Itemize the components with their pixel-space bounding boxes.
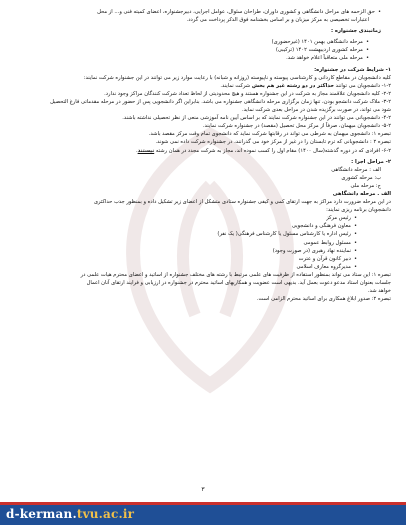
committee-note: جلسات بعنوان استاد مدعو دعوت بعمل آید. بدیهی است عضویت و همکاریهای اساتید محترم در جشنواره در ارزیابی و فرایند ارتقای آنان اعمال bbox=[86, 280, 391, 286]
footer-url bbox=[6, 507, 134, 521]
university-stage-heading: الف . مرحله دانشگاهی bbox=[332, 190, 391, 197]
stages-heading: ۲- مراحل اجرا : bbox=[351, 158, 391, 165]
footer-stripe bbox=[0, 502, 406, 505]
committee-member: • مدیرگروه معارف اسلامی bbox=[18, 263, 391, 271]
condition-item: ۲-۲- کلیه دانشجویان علاقمند مجاز به شرکت در این جشنواره هستند و هیچ محدودیتی از لحاظ تعداد شرکت کنندگان مراکز وجود ندارد. bbox=[104, 90, 391, 97]
university-stage-paragraph: دانشجویان برنامه ریزی نمایند: bbox=[326, 207, 391, 214]
committee-member: • رئیس اداره یا کارشناس مسئول یا کارشناس فرهنگی( یک نفر) bbox=[18, 230, 391, 238]
timeline-item: • مرحله کشوری اردیبهشت ۱۴۰۲ (ترکیبی) bbox=[18, 46, 391, 54]
committee-member: • مسئول روابط عمومی bbox=[18, 239, 391, 247]
condition-note: تبصره ۲ : دانشجویانی که ترم تابستان را در غیر از مرکز خود می گذرانند، در جشنواره شرکت داده نمی شوند. bbox=[155, 139, 391, 146]
committee-member: • دبیر کانون قرآن و عترت bbox=[18, 255, 391, 263]
timeline-item: • مرحله ملی متعاقباً اعلام خواهد شد. bbox=[18, 54, 391, 62]
stage-item: الف : مرحله دانشگاهی bbox=[331, 166, 381, 173]
condition-item: ۶-۲- افرادی که در دوره گذشته(سال ۱۴۰۰) مقام اول را کسب نموده اند، مجاز به شرکت مجدد در همان رشته نیستند. bbox=[135, 147, 391, 154]
conditions-intro: کلیه دانشجویان در مقاطع کاردانی و کارشناسی پیوسته و ناپیوسته (روزانه و شبانه) با رعایت موارد زیر می توانند در این جشنواره شرکت نمایند: bbox=[83, 74, 391, 81]
condition-item: شود می تواند، در صورت برگزیده شدن در مراحل بعدی شرکت نماید. bbox=[241, 107, 391, 114]
timeline-heading: زمانبندی جشنواره : bbox=[331, 28, 381, 35]
footer-url-domain: d-kerman. bbox=[6, 507, 77, 521]
page-number: ۳ bbox=[201, 486, 205, 493]
fees-paragraph-line: • حق الزحمه های مراحل دانشگاهی و کشوری داوران، طراحان سئوال، عوامل اجرایی، دبیرجشنواره، اعضای کمیته فنی و... از محل bbox=[18, 8, 391, 16]
committee-note: تبصره ۱: این ستاد می تواند بمنظور استفاده از ظرفیت های علمی مرتبط با رشته های مختلف جشنواره از اساتید و اعضای محترم هیات علمی در bbox=[80, 271, 391, 278]
committee-member: • معاون فرهنگی و دانشجویی bbox=[18, 222, 391, 230]
committee-note: خواهد شد. bbox=[367, 288, 391, 295]
conditions-heading: ۱- شرایط شرکت در جشنواره: bbox=[314, 66, 391, 73]
committee-member: • رئیس مرکز bbox=[18, 214, 391, 222]
committee-member: • نماینده نهاد رهبری (در صورت وجود) bbox=[18, 247, 391, 255]
condition-note: تبصره ۱: دانشجوی میهمان به شرطی می تواند در رقابتها شرکت نماید که دانشجوی تمام وقت مرکز مقصد باشد. bbox=[148, 131, 391, 138]
university-stage-paragraph: در این مرحله ضرورت دارد مراکز به جهت ارتقای کمی و کیفی جشنواره ستادی متشکل از اعضای زیر تشکیل داده و بمنظور جذب حداکثری bbox=[93, 199, 391, 206]
fees-paragraph-line: اعتبارات تخصیصی به مرکز میزبان و بر اساس بخشنامه فوق الذکر پرداخت می گردد. bbox=[186, 17, 369, 24]
condition-item: ۵-۲- دانشجویان میهمان، صرفاً از مرکز محل تحصیل (مقصد) در جشنواره شرکت نمایند. bbox=[202, 123, 391, 130]
condition-item: ۴-۲- دانشجویانی می توانند در این جشنواره شرکت نمایند که بر اساس آیین نامه آموزشی منعی از نظر تحصیلی نداشته باشند. bbox=[122, 115, 391, 122]
condition-item: ۳-۲- ملاک شرکت دانشجو بودن، تنها زمان برگزاری مرحله دانشگاهی جشنواره می باشد. بنابراین اگر دانشجویی پس از حضور در مرحله مقدماتی فارغ التحصیل bbox=[50, 98, 391, 105]
footer-url-site: tvu.ac.ir bbox=[76, 507, 135, 521]
stage-item: ب: مرحله کشوری bbox=[341, 174, 381, 181]
stage-item: ج: مرحله ملی bbox=[350, 182, 381, 189]
committee-note: تبصره ۲: صدور ابلاغ همکاری برای اساتید محترم الزامی است. bbox=[256, 296, 391, 303]
condition-item: ۱-۲- دانشجویان می توانند حداکثر در دو رشته غیر هم بخش شرکت نمایند. bbox=[220, 82, 391, 89]
timeline-item: • مرحله دانشگاهی بهمن ۱۴۰۱ (غیرحضوری) bbox=[18, 38, 391, 46]
